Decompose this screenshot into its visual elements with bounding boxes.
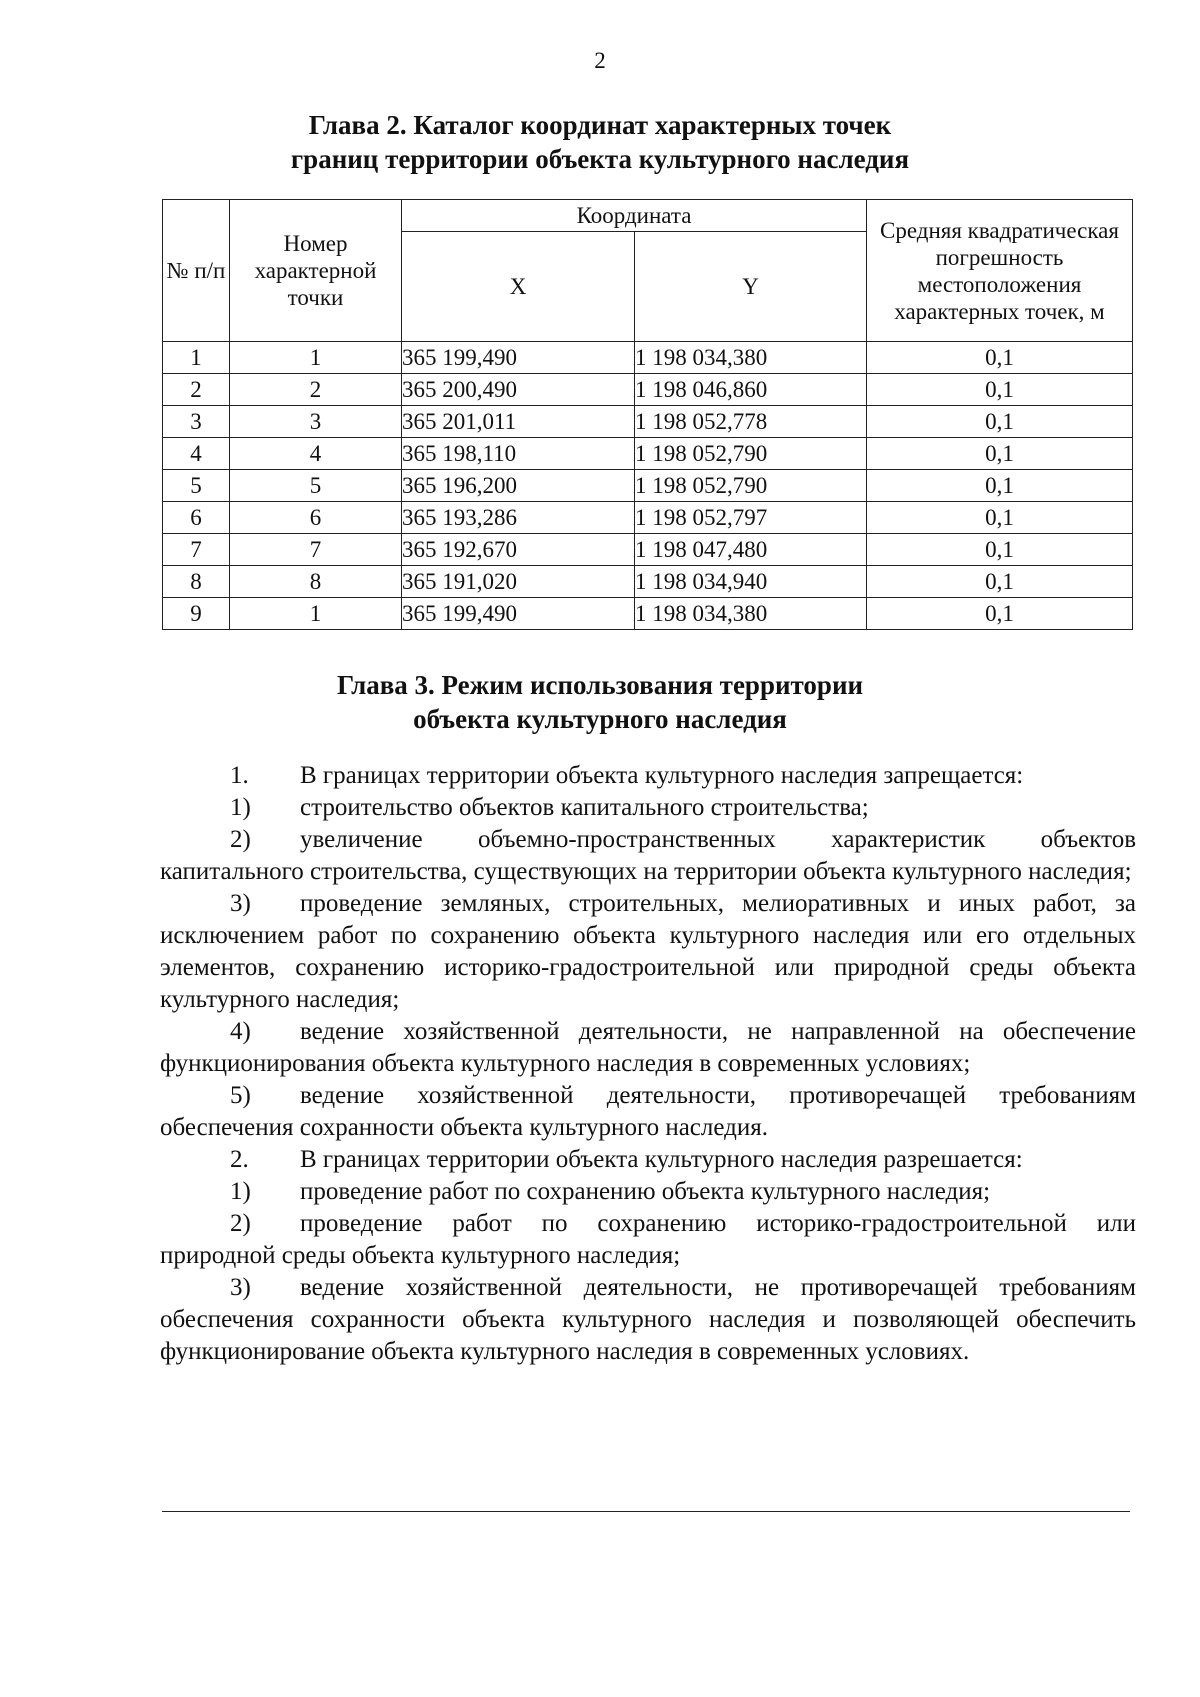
- header-point-number: Номер характерной точки: [230, 200, 402, 342]
- paragraph-marker: 1.: [230, 762, 249, 789]
- cell-error: 0,1: [867, 406, 1133, 438]
- paragraph-marker: 3): [230, 890, 251, 917]
- cell-y: 1 198 047,480: [635, 534, 867, 566]
- paragraph-marker: 4): [230, 1018, 251, 1045]
- cell-error: 0,1: [867, 598, 1133, 630]
- chapter-2-heading: [0, 108, 1200, 176]
- cell-x: 365 198,110: [402, 438, 635, 470]
- cell-row-number: 1: [163, 342, 230, 374]
- cell-y: 1 198 034,380: [635, 598, 867, 630]
- cell-y: 1 198 052,797: [635, 502, 867, 534]
- cell-row-number: 6: [163, 502, 230, 534]
- cell-x: 365 199,490: [402, 342, 635, 374]
- cell-point-number: 3: [230, 406, 402, 438]
- cell-point-number: 2: [230, 374, 402, 406]
- cell-row-number: 7: [163, 534, 230, 566]
- paragraph: [160, 1208, 1136, 1272]
- cell-error: 0,1: [867, 342, 1133, 374]
- paragraph-text: проведение земляных, строительных, мелиоративных и иных работ, за исключением работ по сохранению объекта культурного наследия или его отдельных элементов, сохранению историко-градостроительной или природной среды объекта культурного наследия;: [160, 890, 1136, 1013]
- cell-point-number: 8: [230, 566, 402, 598]
- regime-text: [160, 760, 1136, 1368]
- cell-error: 0,1: [867, 374, 1133, 406]
- page-number: 2: [594, 48, 606, 73]
- paragraph-marker: 1): [230, 1178, 251, 1205]
- chapter-3-heading: [0, 668, 1200, 736]
- cell-point-number: 1: [230, 598, 402, 630]
- paragraph-text: ведение хозяйственной деятельности, противоречащей требованиям обеспечения сохранности объекта культурного наследия.: [160, 1082, 1136, 1141]
- paragraph: [160, 824, 1136, 888]
- paragraph-marker: 2.: [230, 1146, 249, 1173]
- table-row: [163, 534, 1133, 566]
- paragraph-text: ведение хозяйственной деятельности, не противоречащей требованиям обеспечения сохранности объекта культурного наследия и позволяющей обеспечить функционирование объекта культурного наследия в современных условиях.: [160, 1274, 1136, 1365]
- coordinates-table: [162, 199, 1133, 630]
- table-row: [163, 406, 1133, 438]
- paragraph: [160, 760, 1136, 792]
- coordinates-table-body: [163, 342, 1133, 630]
- cell-error: 0,1: [867, 470, 1133, 502]
- paragraph-text: В границах территории объекта культурного наследия разрешается:: [300, 1146, 1023, 1173]
- header-position-error: Средняя квадратическая погрешность местоположения характерных точек, м: [867, 200, 1133, 342]
- cell-y: 1 198 034,380: [635, 342, 867, 374]
- paragraph-text: проведение работ по сохранению объекта культурного наследия;: [300, 1178, 991, 1205]
- cell-error: 0,1: [867, 502, 1133, 534]
- cell-row-number: 8: [163, 566, 230, 598]
- paragraph: [160, 1080, 1136, 1144]
- cell-row-number: 3: [163, 406, 230, 438]
- table-row: [163, 566, 1133, 598]
- cell-x: 365 201,011: [402, 406, 635, 438]
- cell-y: 1 198 034,940: [635, 566, 867, 598]
- cell-point-number: 4: [230, 438, 402, 470]
- paragraph-marker: 2): [230, 826, 251, 853]
- header-x: X: [402, 232, 635, 342]
- paragraph-marker: 2): [230, 1210, 251, 1237]
- table-row: [163, 374, 1133, 406]
- cell-row-number: 9: [163, 598, 230, 630]
- cell-row-number: 2: [163, 374, 230, 406]
- table-row: [163, 342, 1133, 374]
- cell-y: 1 198 052,790: [635, 438, 867, 470]
- table-row: [163, 470, 1133, 502]
- cell-x: 365 196,200: [402, 470, 635, 502]
- cell-error: 0,1: [867, 534, 1133, 566]
- paragraph-marker: 1): [230, 794, 251, 821]
- cell-y: 1 198 052,778: [635, 406, 867, 438]
- cell-error: 0,1: [867, 566, 1133, 598]
- cell-row-number: 4: [163, 438, 230, 470]
- paragraph-marker: 3): [230, 1274, 251, 1301]
- paragraph-text: проведение работ по сохранению историко-градостроительной или природной среды объекта культурного наследия;: [160, 1210, 1136, 1269]
- paragraph: [160, 1272, 1136, 1368]
- chapter-3-title-line-2: объекта культурного наследия: [413, 704, 787, 734]
- paragraph-marker: 5): [230, 1082, 251, 1109]
- cell-y: 1 198 052,790: [635, 470, 867, 502]
- header-row-number: № п/п: [163, 200, 230, 342]
- cell-point-number: 5: [230, 470, 402, 502]
- paragraph-text: увеличение объемно-пространственных характеристик объектов капитального строительства, существующих на территории объекта культурного наследия;: [160, 826, 1136, 885]
- cell-x: 365 199,490: [402, 598, 635, 630]
- header-coordinate: Координата: [402, 200, 867, 232]
- cell-x: 365 191,020: [402, 566, 635, 598]
- paragraph: [160, 1016, 1136, 1080]
- table-row: [163, 598, 1133, 630]
- paragraph-text: строительство объектов капитального строительства;: [300, 794, 869, 821]
- cell-row-number: 5: [163, 470, 230, 502]
- cell-error: 0,1: [867, 438, 1133, 470]
- chapter-2-title-line-2: границ территории объекта культурного наследия: [290, 144, 910, 174]
- table-row: [163, 438, 1133, 470]
- footer-rule: [162, 1511, 1130, 1512]
- cell-x: 365 200,490: [402, 374, 635, 406]
- cell-point-number: 6: [230, 502, 402, 534]
- paragraph: [160, 792, 1136, 824]
- cell-y: 1 198 046,860: [635, 374, 867, 406]
- header-y: Y: [635, 232, 867, 342]
- paragraph: [160, 888, 1136, 1016]
- cell-x: 365 192,670: [402, 534, 635, 566]
- chapter-2-title-line-1: Глава 2. Каталог координат характерных точек: [308, 110, 892, 140]
- paragraph: [160, 1176, 1136, 1208]
- table-row: [163, 502, 1133, 534]
- cell-point-number: 7: [230, 534, 402, 566]
- cell-x: 365 193,286: [402, 502, 635, 534]
- paragraph-text: В границах территории объекта культурного наследия запрещается:: [300, 762, 1024, 789]
- cell-point-number: 1: [230, 342, 402, 374]
- paragraph-text: ведение хозяйственной деятельности, не направленной на обеспечение функционирования объекта культурного наследия в современных условиях;: [160, 1018, 1136, 1077]
- paragraph: [160, 1144, 1136, 1176]
- chapter-3-title-line-1: Глава 3. Режим использования территории: [336, 670, 864, 700]
